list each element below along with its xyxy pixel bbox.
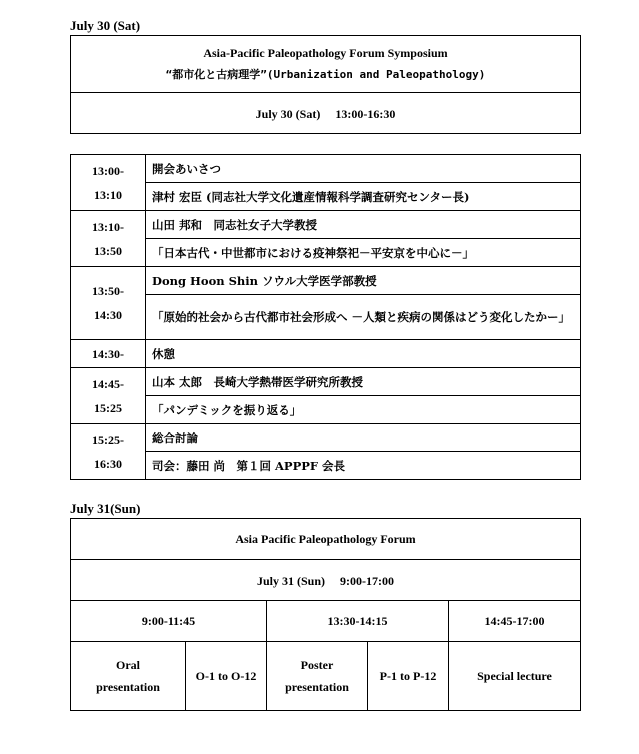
poster-range: P-1 to P-12: [368, 642, 449, 711]
schedule-time: 14:45- 15:25: [71, 368, 146, 424]
schedule-table: [70, 154, 581, 480]
schedule-item-line1: 山本 太郎 長崎大学熱帯医学研究所教授: [146, 368, 581, 396]
symposium-header-box: [70, 35, 581, 134]
schedule-item-line2: 「パンデミックを振り返る」: [146, 396, 581, 424]
forum-date-time: July 31 (Sun) 9:00-17:00: [71, 560, 581, 601]
oral-presentation: Oral presentation: [71, 642, 186, 711]
day2-heading: July 31(Sun): [70, 501, 141, 516]
symposium-title-cell: [71, 36, 581, 93]
special-lecture: Special lecture: [449, 642, 581, 711]
slot-morning: 9:00-11:45: [71, 601, 267, 642]
symposium-title: Asia-Pacific Paleopathology Forum Symposium: [203, 46, 448, 60]
forum-title: Asia Pacific Paleopathology Forum: [71, 519, 581, 560]
poster-presentation: Poster presentation: [267, 642, 368, 711]
slot-late-afternoon: 14:45-17:00: [449, 601, 581, 642]
schedule-item-line1: 総合討論: [146, 424, 581, 452]
schedule-item-line2: 津村 宏臣 (同志社大学文化遺産情報科学調査研究センター長): [146, 183, 581, 211]
schedule-item-line1: Dong Hoon Shin ソウル大学医学部教授: [146, 267, 581, 295]
forum-table: [70, 518, 581, 711]
symposium-subtitle: “都市化と古病理学”(Urbanization and Paleopathology): [165, 68, 486, 81]
schedule-item-line2: 司会：藤田 尚 第１回 APPPF 会長: [146, 452, 581, 480]
schedule-item-line2: 「原始的社会から古代都市社会形成へ －人類と疾病の関係はどう変化したかー」: [146, 295, 581, 340]
schedule-item-line2: 「日本古代・中世都市における疫神祭祀－平安京を中心に－」: [146, 239, 581, 267]
symposium-date-time: July 30 (Sat) 13:00-16:30: [71, 93, 581, 134]
day1-heading: July 30 (Sat): [70, 18, 141, 33]
schedule-item-line1: 開会あいさつ: [146, 155, 581, 183]
schedule-item-line1: 山田 邦和 同志社女子大学教授: [146, 211, 581, 239]
slot-afternoon: 13:30-14:15: [267, 601, 449, 642]
schedule-time: 14:30-: [71, 340, 146, 368]
schedule-item-line1: 休憩: [146, 340, 581, 368]
schedule-time: 13:50- 14:30: [71, 267, 146, 340]
oral-range: O-1 to O-12: [186, 642, 267, 711]
schedule-time: 13:10- 13:50: [71, 211, 146, 267]
schedule-time: 13:00- 13:10: [71, 155, 146, 211]
schedule-time: 15:25- 16:30: [71, 424, 146, 480]
